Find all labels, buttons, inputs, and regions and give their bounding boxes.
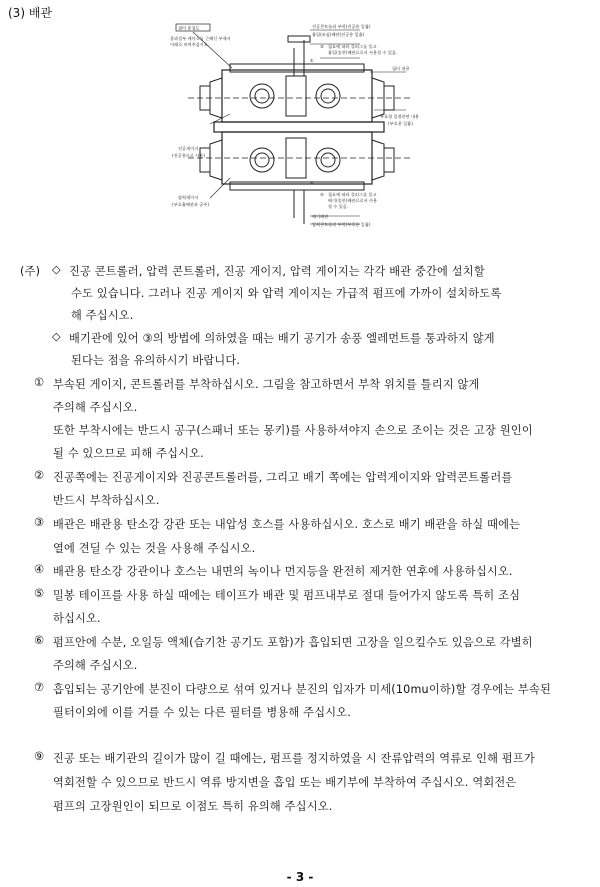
callout-num-3: ③ [320, 44, 324, 49]
item-6-line-1: 펌프안에 수분, 오일등 액체(습기찬 공기도 포함)가 흡입되면 고장을 일으킬수도 있음으로 각별히 [53, 636, 533, 649]
page-number: - 3 - [286, 870, 314, 884]
item-6-line-2: 주의해 주십시오. [53, 659, 138, 672]
item-9-line-3: 펌프의 고장원인이 되므로 이점도 특히 유의해 주십시오. [53, 800, 333, 813]
item-9-line-2: 역회전할 수 있으므로 반드시 역류 방지변을 흡입 또는 배기부에 부착하여 주십시오. 역회전은 [53, 776, 517, 789]
item-1-line-3: 또한 부착시에는 반드시 공구(스패너 또는 몽키)를 사용하셔야지 손으로 조이는 것은 고장 원인이 [53, 424, 533, 437]
note-1-line-3: 해 주십시오. [71, 309, 134, 322]
item-6-marker: ⑥ [34, 634, 45, 647]
callout-top-left-text2: 이래로 보여주십시오. [170, 42, 210, 47]
item-2-line-2: 반드시 부착하십시오. [53, 494, 160, 507]
note-1-line-1: 진공 콘트롤러, 압력 콘트롤러, 진공 게이지, 압력 게이지는 각각 배관 중간에 설치할 [69, 265, 485, 278]
item-5-marker: ⑤ [34, 587, 45, 600]
callout-left-mid-a: 진공게이지 [178, 146, 199, 151]
callout-top-right-1a: 진공콘트롤러 부착(진공용 일흄) [312, 24, 371, 29]
piping-diagram [160, 18, 460, 230]
item-3-line-1: 배관은 배관용 탄소강 강관 또는 내압성 호스를 사용하십시오. 호스로 배기 배관을 하실 때에는 [53, 518, 521, 531]
item-5-line-2: 하십시오. [53, 612, 101, 625]
callout-top-right-2a: 필요에 따라 플러그를 풀고 [328, 44, 377, 49]
callout-top-right-2b: 흡입(송풍)배관으로서 사용할 수 있음. [328, 50, 398, 55]
callout-bot-right-1b: 배기(송풍)배관으로서 사용 [328, 198, 378, 203]
item-1-marker: ① [34, 376, 45, 389]
item-7-marker: ⑦ [34, 681, 45, 694]
callout-top-right-1b: 흡입(조심)배관(진공용 일흄) [312, 32, 365, 37]
item-9-line-1: 진공 또는 배기관의 길이가 많이 길 때에는, 펌프를 정지하였을 시 잔류압력의 역류로 인해 펌프가 [53, 752, 535, 765]
item-7-line-2: 필터이외에 이를 거를 수 있는 다른 필터를 병용해 주십시오. [53, 706, 351, 719]
note-1-line-2: 수도 있습니다. 그러나 진공 게이지 와 압력 게이지는 가급적 펌프에 가까이 설치하도록 [71, 287, 502, 300]
item-2-line-1: 진공쪽에는 진공게이지와 진공콘트롤러를, 그리고 배기 쪽에는 압력게이지와 압력콘트롤러를 [53, 471, 513, 484]
callout-bot-right-2: 배기배관 [312, 214, 329, 219]
callout-bot-right-1c: 할 수 있음. [328, 204, 349, 209]
item-1-line-4: 될 수 있으므로 피해 주십시오. [53, 447, 204, 460]
note-2-line-2: 된다는 점을 유의하시기 바랍니다. [71, 354, 241, 367]
callout-top-right-3: 필터 내용 [392, 66, 410, 71]
note-1-marker: ◇ [52, 263, 61, 276]
item-5-line-1: 밀봉 테이프를 사용 하실 때에는 테이프가 배관 및 펌프내부로 절대 들어가지 않도록 특히 조심 [53, 589, 521, 602]
item-3-line-2: 열에 견딜 수 있는 것을 사용해 주십시오. [53, 542, 256, 555]
section-title: (3) 배관 [8, 6, 52, 20]
callout-top-left-text1: 종과설부 케이스를 근해신 부재서 [170, 36, 231, 41]
callout-num-1: ① [310, 58, 314, 63]
item-4-marker: ④ [34, 563, 45, 576]
callout-bot-right-3: 압력콘트롤러 부착(부호용 일흄) [312, 222, 371, 227]
note-2-marker: ◇ [52, 330, 61, 343]
callout-num-2: ② [310, 180, 314, 185]
callout-bot-right-1a: 필요에 따라 플러그를 풀고 [328, 192, 377, 197]
item-7-line-1: 흡입되는 공기안에 분진이 다량으로 섞여 있거나 분진의 입자가 미세(10mu이하)할 경우에는 부속된 [53, 683, 551, 696]
item-1-line-2: 주의해 주십시오. [53, 401, 138, 414]
callout-left-mid-b: (진공용으로 사용) [172, 153, 205, 158]
item-3-marker: ③ [34, 516, 45, 529]
note-label: (주) [20, 265, 41, 278]
callout-num-3-bottom: ③ [320, 192, 324, 197]
callout-right-mid-b: (부호용 일흄) [388, 121, 413, 126]
callout-top-left-box: 필터 종검도 [178, 25, 200, 31]
item-4-line-1: 배관용 탄소강 강관이나 호스는 내면의 녹이나 먼지등을 완전히 제거한 연후에 사용하십시오. [53, 565, 513, 578]
note-2-line-1: 배기관에 있어 ③의 방법에 의하였을 때는 배기 공기가 송풍 엘레먼트를 통과하지 않게 [69, 332, 495, 345]
item-2-marker: ② [34, 469, 45, 482]
callout-right-mid-a: 부호형 일정관련 내용 [380, 114, 420, 119]
callout-left-low-a: 압력게이지 [178, 195, 199, 200]
item-9-marker: ⑨ [34, 750, 45, 763]
callout-left-low-b: (부호흡배관과 공주) [172, 202, 209, 207]
item-1-line-1: 부속된 게이지, 콘트롤러를 부착하십시오. 그림을 참고하면서 부착 위치를 틀리지 않게 [53, 378, 480, 391]
